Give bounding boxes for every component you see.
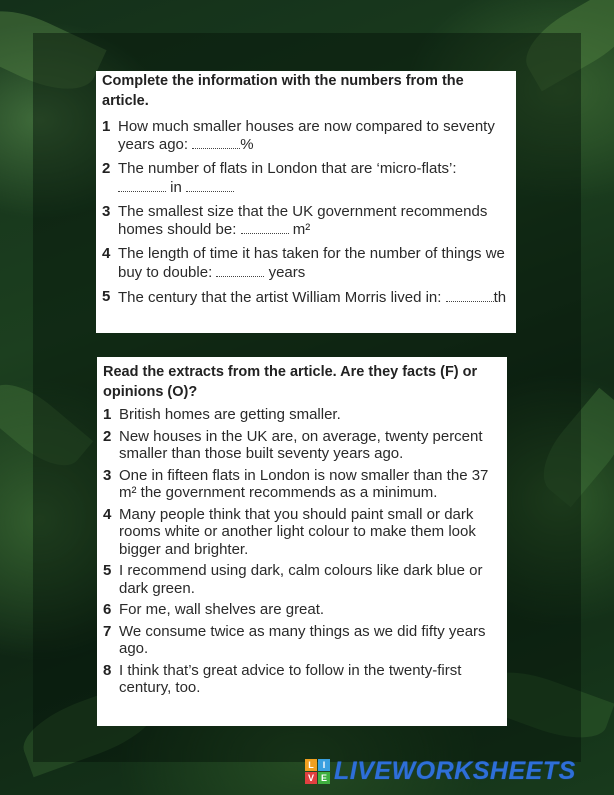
list-item bbox=[102, 245, 508, 281]
answer-blank[interactable] bbox=[192, 135, 240, 149]
logo-letter: L bbox=[305, 759, 317, 771]
item-text-suffix: % bbox=[240, 136, 254, 153]
item-text: How much smaller houses are now compared to seventy years ago: bbox=[118, 117, 495, 153]
list-item bbox=[102, 288, 508, 307]
item-number: 6 bbox=[103, 601, 112, 618]
list-item bbox=[103, 428, 499, 463]
item-text: The length of time it has taken for the number of things we buy to double: bbox=[118, 245, 505, 281]
item-number: 3 bbox=[103, 466, 112, 484]
list-item bbox=[103, 562, 499, 597]
answer-blank[interactable] bbox=[186, 178, 234, 192]
item-text-suffix: th bbox=[493, 288, 507, 306]
item-number: 1 bbox=[102, 117, 111, 135]
list-item bbox=[103, 662, 499, 697]
item-number: 5 bbox=[103, 562, 112, 579]
item-text: The century that the artist William Morris lived in: bbox=[118, 288, 446, 306]
logo-letter: V bbox=[305, 772, 317, 784]
answer-blank[interactable] bbox=[241, 220, 289, 234]
list-item bbox=[103, 467, 499, 502]
item-text: I think that’s great advice to follow in the twenty-first century, too. bbox=[119, 661, 462, 696]
item-text: I recommend using dark, calm colours like dark blue or dark green. bbox=[119, 562, 483, 597]
item-number: 7 bbox=[103, 622, 112, 640]
logo-text: LIVEWORKSHEETS bbox=[334, 756, 576, 785]
item-number: 2 bbox=[102, 160, 111, 177]
item-number: 2 bbox=[103, 427, 112, 445]
list-item bbox=[102, 118, 508, 154]
list-item bbox=[103, 601, 499, 619]
exercise-2-title: Read the extracts from the article. Are they facts (F) or opinions (O)? bbox=[103, 364, 478, 400]
exercise-1-title: Complete the information with the numbers from the article. bbox=[102, 73, 464, 109]
liveworksheets-logo[interactable] bbox=[305, 756, 576, 786]
item-text-suffix: in bbox=[166, 178, 187, 196]
answer-blank[interactable] bbox=[216, 263, 264, 277]
exercise-2-list bbox=[103, 406, 499, 697]
item-text: New houses in the UK are, on average, twenty percent smaller than those built seventy years ago. bbox=[119, 427, 483, 462]
item-text: The smallest size that the UK government recommends homes should be: bbox=[118, 202, 488, 238]
logo-letter: I bbox=[318, 759, 330, 771]
item-text: We consume twice as many things as we did fifty years ago. bbox=[119, 622, 486, 657]
answer-blank[interactable] bbox=[118, 178, 166, 192]
item-text: British homes are getting smaller. bbox=[119, 406, 341, 423]
item-text: One in fifteen flats in London is now smaller than the 37 m² the government recommends as a minimum. bbox=[119, 466, 489, 501]
list-item bbox=[102, 160, 508, 196]
item-text-suffix: m² bbox=[288, 221, 311, 238]
list-item bbox=[103, 623, 499, 658]
item-number: 1 bbox=[103, 406, 112, 423]
list-item bbox=[102, 203, 508, 239]
exercise-1-panel bbox=[96, 71, 516, 333]
logo-letter: E bbox=[318, 772, 330, 784]
item-number: 4 bbox=[103, 505, 112, 523]
exercise-2-panel bbox=[97, 357, 507, 726]
item-text: For me, wall shelves are great. bbox=[119, 601, 325, 618]
item-number: 3 bbox=[102, 202, 111, 220]
item-text-suffix: years bbox=[264, 263, 306, 281]
item-number: 4 bbox=[102, 245, 111, 262]
item-number: 8 bbox=[103, 661, 112, 679]
item-text: Many people think that you should paint small or dark rooms white or another light colour to make them look bigger and brighter. bbox=[119, 505, 476, 558]
list-item bbox=[103, 506, 499, 559]
list-item bbox=[103, 406, 499, 424]
item-number: 5 bbox=[102, 287, 111, 305]
item-text: The number of flats in London that are ‘micro-flats’: bbox=[118, 160, 457, 177]
exercise-1-list bbox=[102, 118, 508, 307]
answer-blank[interactable] bbox=[446, 288, 494, 302]
logo-icon bbox=[305, 759, 330, 784]
